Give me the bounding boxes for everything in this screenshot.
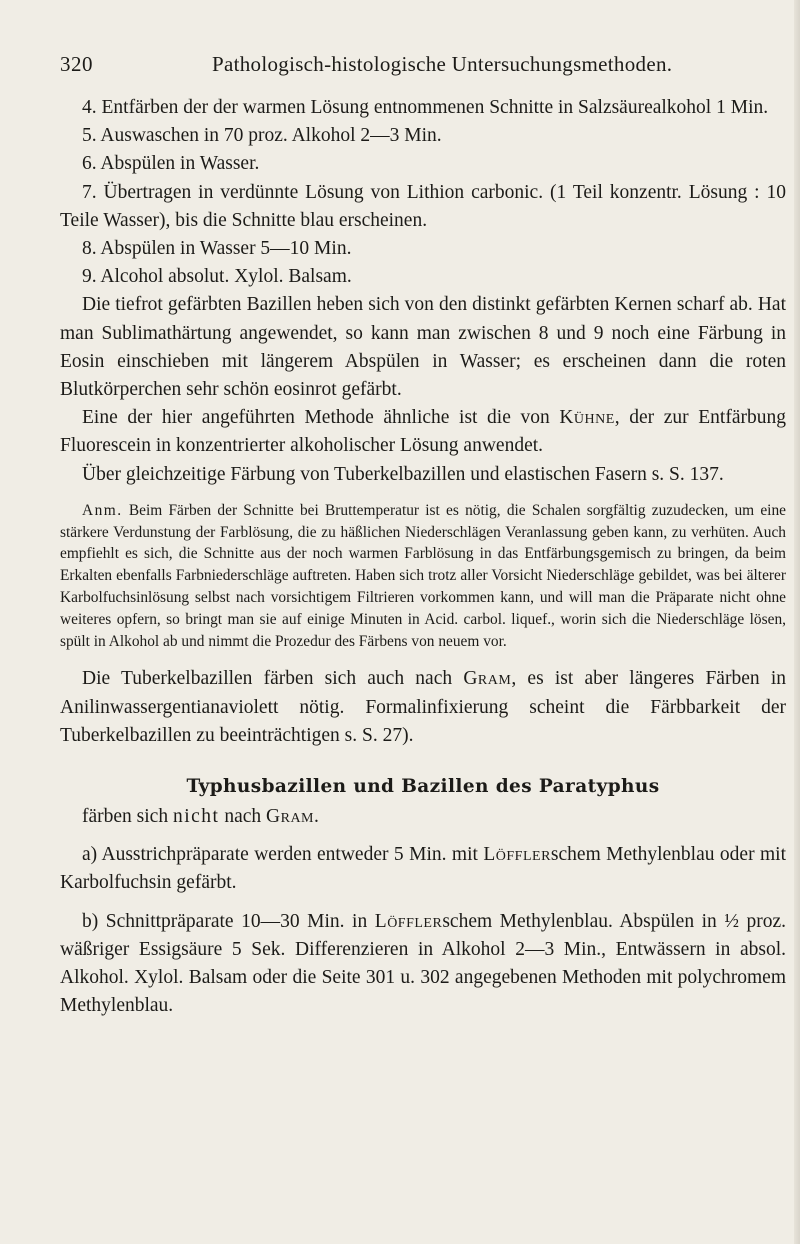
text-segment: a) Ausstrichpräparate werden entweder 5 Min. mit [82, 844, 484, 866]
step-7: 7. Übertragen in verdünnte Lösung von Lithion carbonic. (1 Teil konzentr. Lösung : 10 Teile Wasser), bis die Schnitte blau erscheinen. [60, 181, 786, 231]
text-segment: Eine der hier angeführten Methode ähnliche ist die von [82, 407, 560, 429]
paragraph-gram [60, 665, 786, 750]
section-heading: Typhusbazillen und Bazillen des Paratyphus [186, 776, 660, 798]
step-9: 9. Alcohol absolut. Xylol. Balsam. [82, 266, 352, 288]
author-name-loeffler: Löffler [483, 844, 551, 866]
paragraph-bazillen: Die tiefrot gefärbten Bazillen heben sich von den distinkt gefärbten Kernen scharf ab. Hat man Sublimathärtung angewendet, so kann man zwischen 8 und 9 noch eine Färbung in Eosin einschieben mit längerem Abspülen in Wasser; es erscheinen dann die roten Blutkörperchen sehr schön eosinrot gefärbt. [60, 294, 786, 401]
text-segment: b) Schnittpräparate 10—30 Min. in [82, 910, 375, 932]
annotation-note [60, 500, 786, 653]
step-6: 6. Abspülen in Wasser. [82, 153, 260, 175]
step-5: 5. Auswaschen in 70 proz. Alkohol 2—3 Min. [82, 125, 442, 147]
text-segment: . [314, 806, 319, 828]
page-edge-shadow [794, 0, 800, 1244]
item-a [60, 841, 786, 897]
author-name-gram: Gram [266, 806, 315, 828]
note-label: Anm. [82, 501, 123, 519]
text-segment: schem Methylenblau oder mit Karbolfuchsin gefärbt. [60, 844, 787, 894]
paragraph-tuberkel: Über gleichzeitige Färbung von Tuberkelbazillen und elastischen Fasern s. S. 137. [82, 463, 724, 485]
paragraph-kuehne [60, 404, 786, 460]
section-intro [60, 803, 786, 831]
page-header [60, 52, 760, 82]
text-segment: , es ist aber längeres Färben in Anilinwassergentianaviolett nötig. Formalinfixierung scheint die Färbbarkeit der Tuberkelbazillen zu beeinträchtigen s. S. 27). [60, 668, 786, 746]
page-number: 320 [60, 52, 93, 76]
author-name-gram: Gram [463, 668, 512, 690]
text-segment: schem Methylenblau. Abspülen in ½ proz. wäßriger Essigsäure 5 Sek. Differenzieren in Alkohol 2—3 Min., Entwässern in absol. Alkohol. Xylol. Balsam oder die Seite 301 u. 302 angegebenen Methoden mit polychromem Methylenblau. [60, 910, 787, 1017]
text-segment: nach [219, 806, 267, 828]
text-segment: Die Tuberkelbazillen färben sich auch nach [82, 668, 464, 690]
step-8: 8. Abspülen in Wasser 5—10 Min. [82, 238, 352, 260]
text-segment: , der zur Entfärbung Fluorescein in konzentrierter alkoholischer Lösung anwendet. [60, 407, 786, 457]
note-text: Beim Färben der Schnitte bei Bruttemperatur ist es nötig, die Schalen sorgfältig zuzudecken, um eine stärkere Verdunstung der Farblösung, die zu häßlichen Niederschlägen Veranlassung geben kann, zu verhüten. Auch empfiehlt es sich, die Schnitte aus der noch warmen Farblösung in das Entfärbungsgemisch zu bringen, da beim Erkalten ebenfalls Farbniederschläge auftreten. Haben sich trotz aller Vorsicht Niederschläge gebildet, was bei älterer Karbolfuchsinlösung selbst nach vorsichtigem Filtrieren vorkommen kann, und will man die Präparate nicht ohne weiteres opfern, so bringt man sie auf einige Minuten in Acid. carbol. liquef., worin sich die Niederschläge lösen, spült in Alkohol ab und nimmt die Prozedur des Färbens von neuem vor. [60, 501, 786, 650]
step-4: 4. Entfärben der der warmen Lösung entnommenen Schnitte in Salzsäurealkohol 1 Min. [82, 97, 769, 118]
emphasis-nicht: nicht [172, 806, 220, 828]
author-name-kuehne: Kühne [559, 407, 615, 429]
author-name-loeffler: Löffler [374, 910, 443, 932]
item-b [60, 908, 786, 1021]
page-body [60, 94, 786, 1020]
text-segment: färben sich [82, 806, 173, 828]
running-head: Pathologisch-histologische Untersuchungsmethoden. [212, 52, 673, 76]
